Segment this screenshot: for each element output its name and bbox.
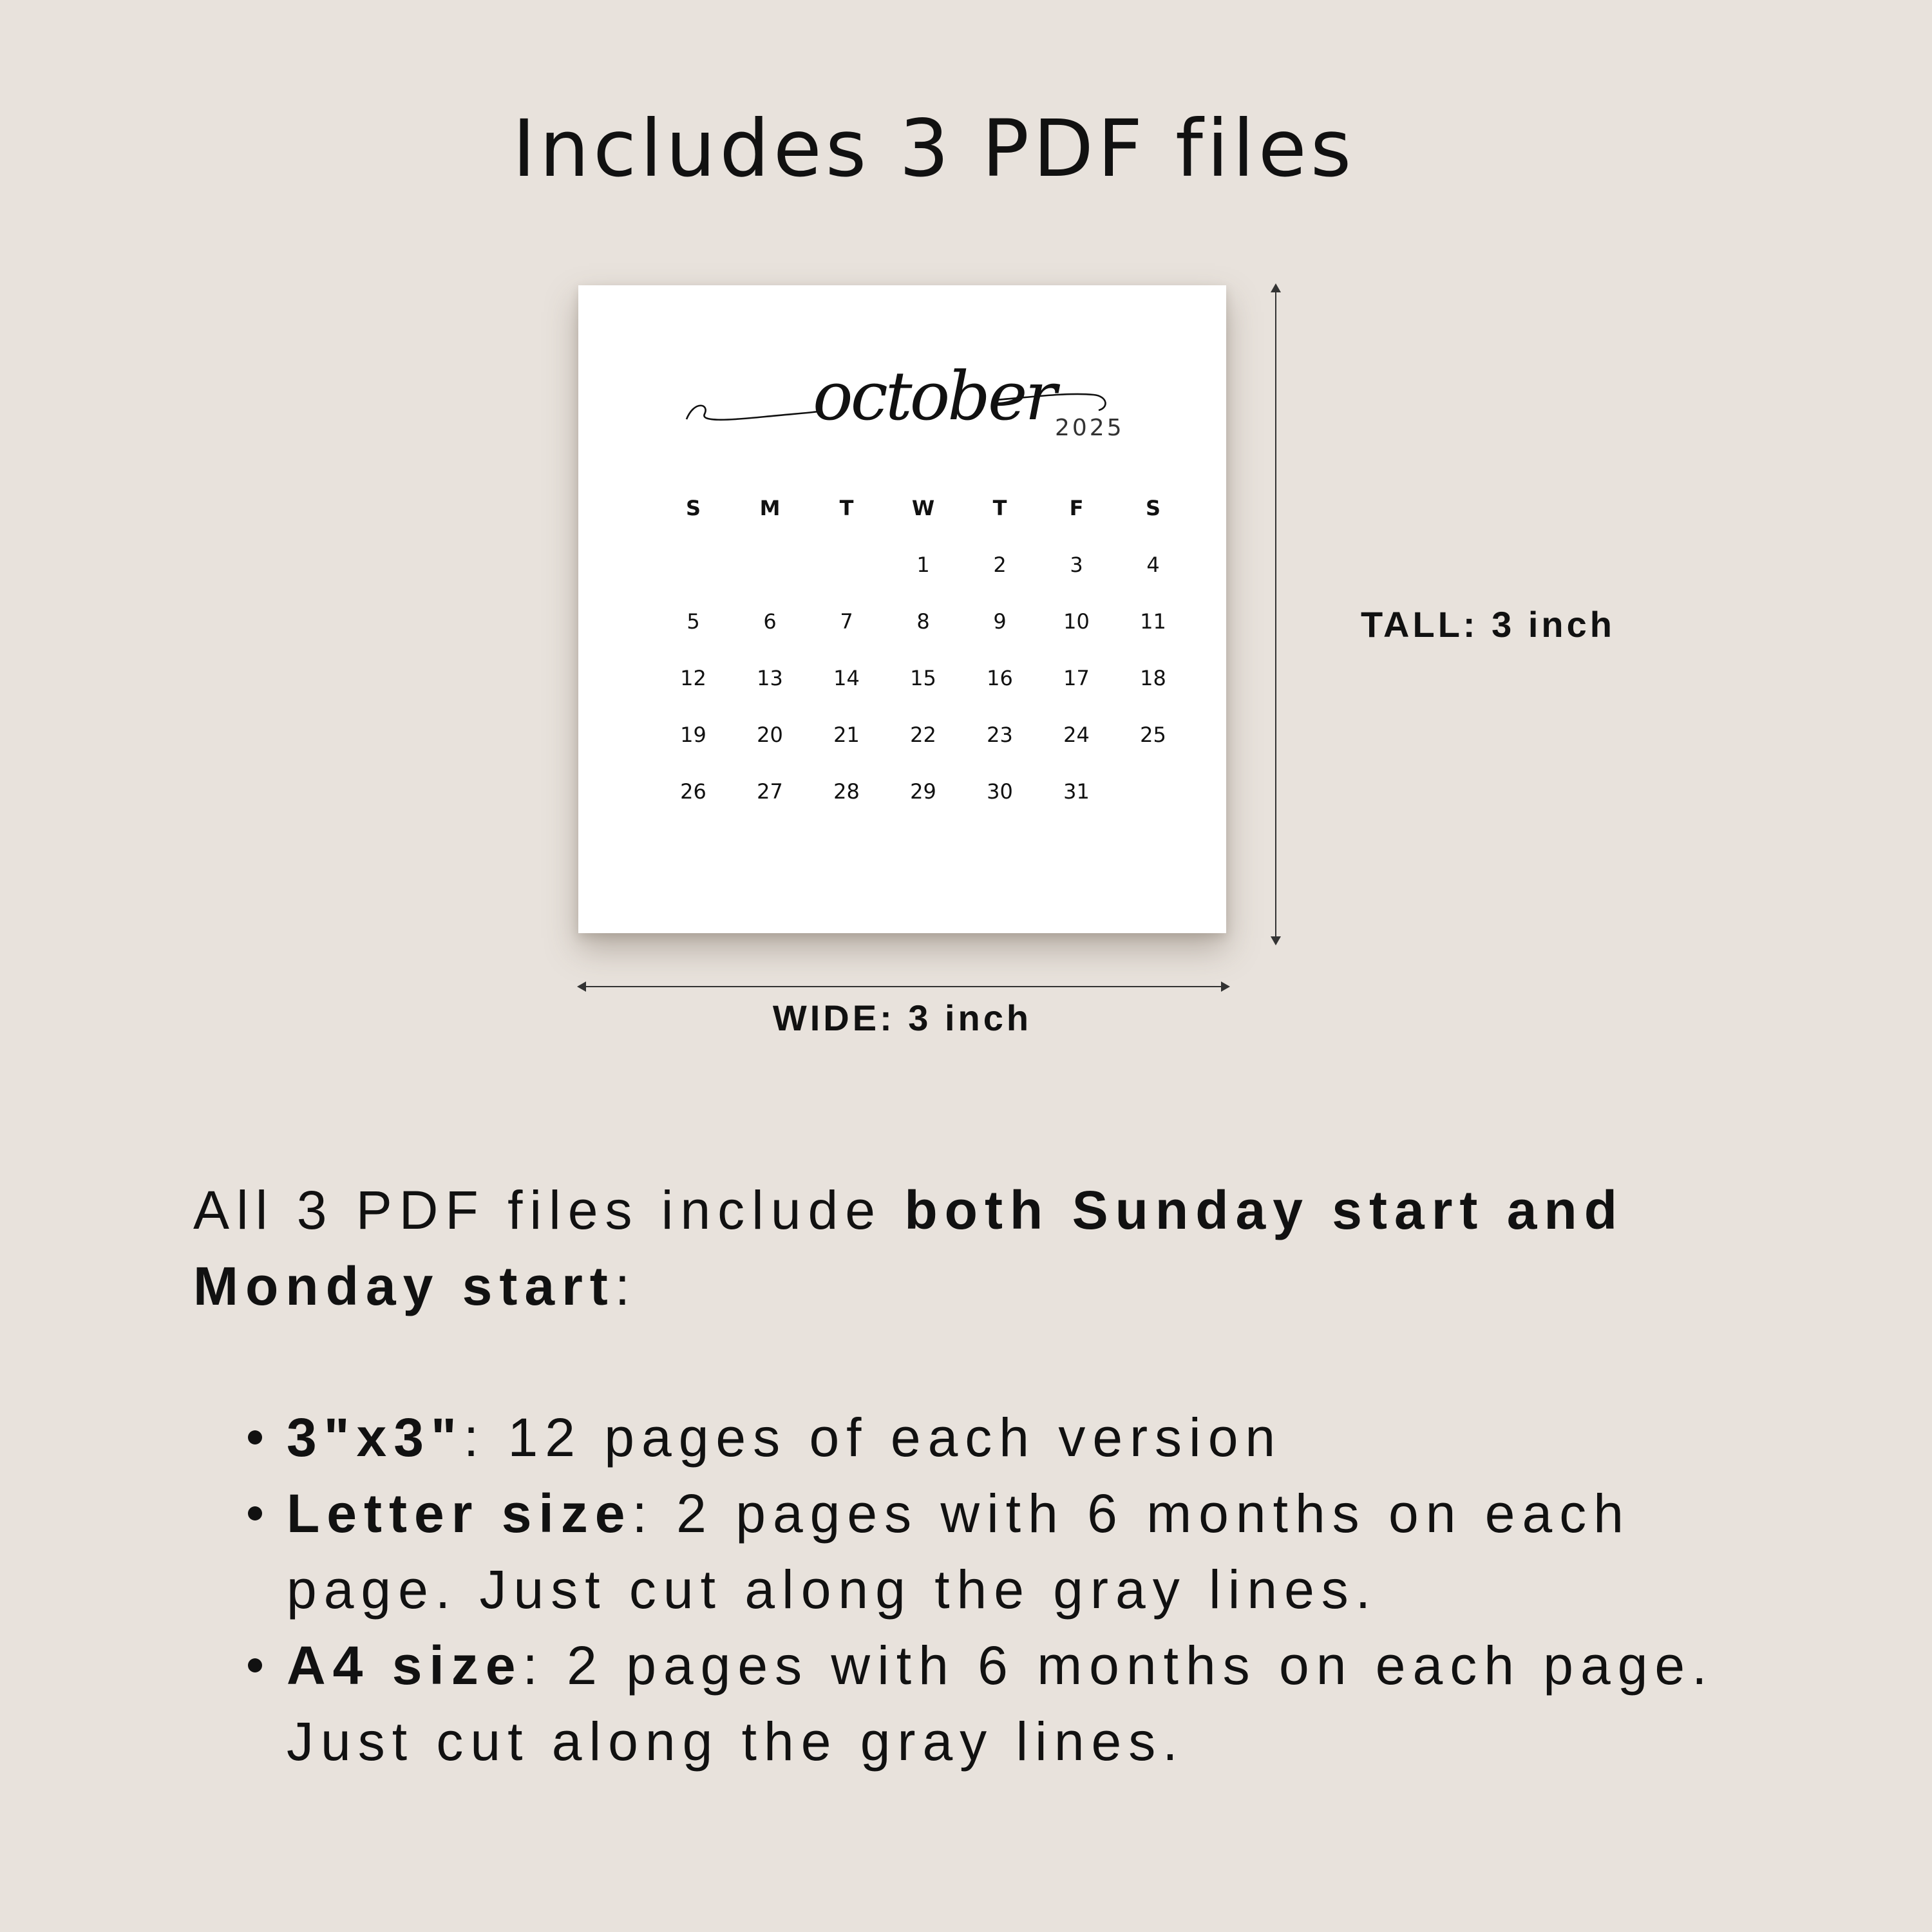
- description-intro: All 3 PDF files include: [193, 1180, 905, 1240]
- list-item-text: : 2 pages with 6 months on each page. Just cut along the gray lines.: [287, 1483, 1631, 1620]
- feature-list: [248, 1399, 1819, 1779]
- day-cell: 12: [680, 666, 706, 690]
- list-item-bold: 3"x3": [287, 1407, 464, 1468]
- day-cell: 14: [833, 666, 860, 690]
- flourish-left: [687, 406, 818, 420]
- day-cell: 11: [1140, 609, 1166, 634]
- description-paragraph: [193, 1172, 1765, 1324]
- day-cell: 21: [833, 723, 860, 747]
- arrow-up-icon: [1271, 283, 1281, 292]
- day-cell: 23: [987, 723, 1013, 747]
- list-item-text: : 12 pages of each version: [463, 1407, 1283, 1468]
- bullet-icon: [248, 1506, 262, 1520]
- bullet-icon: [248, 1430, 262, 1444]
- calendar-card: [578, 285, 1226, 933]
- day-cell: 4: [1146, 553, 1160, 577]
- day-cell: 9: [993, 609, 1007, 634]
- arrow-right-icon: [1221, 981, 1230, 992]
- day-cell: 29: [910, 779, 936, 804]
- day-cell: 26: [680, 779, 706, 804]
- day-cell: 31: [1063, 779, 1090, 804]
- calendar-grid: [655, 495, 1166, 835]
- width-dimension-line: [581, 986, 1226, 987]
- weekday-label: W: [911, 496, 935, 520]
- page-headline: Includes 3 PDF files: [512, 103, 1356, 194]
- day-cell: 5: [687, 609, 700, 634]
- description-bold: both Sunday start and Monday start: [193, 1180, 1625, 1316]
- day-cell: 17: [1063, 666, 1090, 690]
- day-cell: [1115, 779, 1191, 835]
- weekday-label: T: [992, 496, 1007, 520]
- day-cell: 2: [993, 553, 1007, 577]
- bullet-icon: [248, 1658, 262, 1672]
- day-cell: 16: [987, 666, 1013, 690]
- day-cell: 3: [1070, 553, 1083, 577]
- day-cell: [732, 552, 808, 609]
- list-item-bold: A4 size: [287, 1635, 523, 1696]
- day-cell: 28: [833, 779, 860, 804]
- day-cell: 24: [1063, 723, 1090, 747]
- day-cell: 10: [1063, 609, 1090, 634]
- weekday-label: F: [1069, 496, 1084, 520]
- tall-dimension-label: TALL: 3 inch: [1361, 604, 1615, 645]
- day-cell: 20: [757, 723, 783, 747]
- day-cell: [655, 552, 732, 609]
- day-cell: 18: [1140, 666, 1166, 690]
- month-script-svg: [681, 350, 1106, 446]
- calendar-year: 2025: [1055, 415, 1124, 441]
- weekday-label: S: [1145, 496, 1161, 520]
- list-item: [248, 1627, 1819, 1779]
- day-cell: 27: [757, 779, 783, 804]
- day-cell: 30: [987, 779, 1013, 804]
- weekday-label: T: [839, 496, 854, 520]
- day-cell: 13: [757, 666, 783, 690]
- day-cell: 1: [916, 553, 930, 577]
- day-cell: 22: [910, 723, 936, 747]
- day-cell: [808, 552, 885, 609]
- list-item: [248, 1399, 1819, 1475]
- list-item: [248, 1475, 1819, 1627]
- weekday-label: S: [685, 496, 701, 520]
- day-cell: 6: [763, 609, 777, 634]
- day-cell: 7: [840, 609, 853, 634]
- calendar-month-title: [681, 350, 1106, 446]
- height-dimension-line: [1275, 287, 1276, 942]
- month-name: october: [813, 357, 1055, 435]
- description-end: :: [614, 1256, 638, 1316]
- day-cell: 8: [916, 609, 930, 634]
- arrow-down-icon: [1271, 936, 1281, 945]
- list-item-bold: Letter size: [287, 1483, 632, 1544]
- day-cell: 15: [910, 666, 936, 690]
- arrow-left-icon: [577, 981, 586, 992]
- weekday-label: M: [759, 496, 781, 520]
- day-cell: 25: [1140, 723, 1166, 747]
- wide-dimension-label: WIDE: 3 inch: [772, 998, 1032, 1038]
- day-cell: 19: [680, 723, 706, 747]
- list-item-text: : 2 pages with 6 months on each page. Just cut along the gray lines.: [287, 1635, 1714, 1772]
